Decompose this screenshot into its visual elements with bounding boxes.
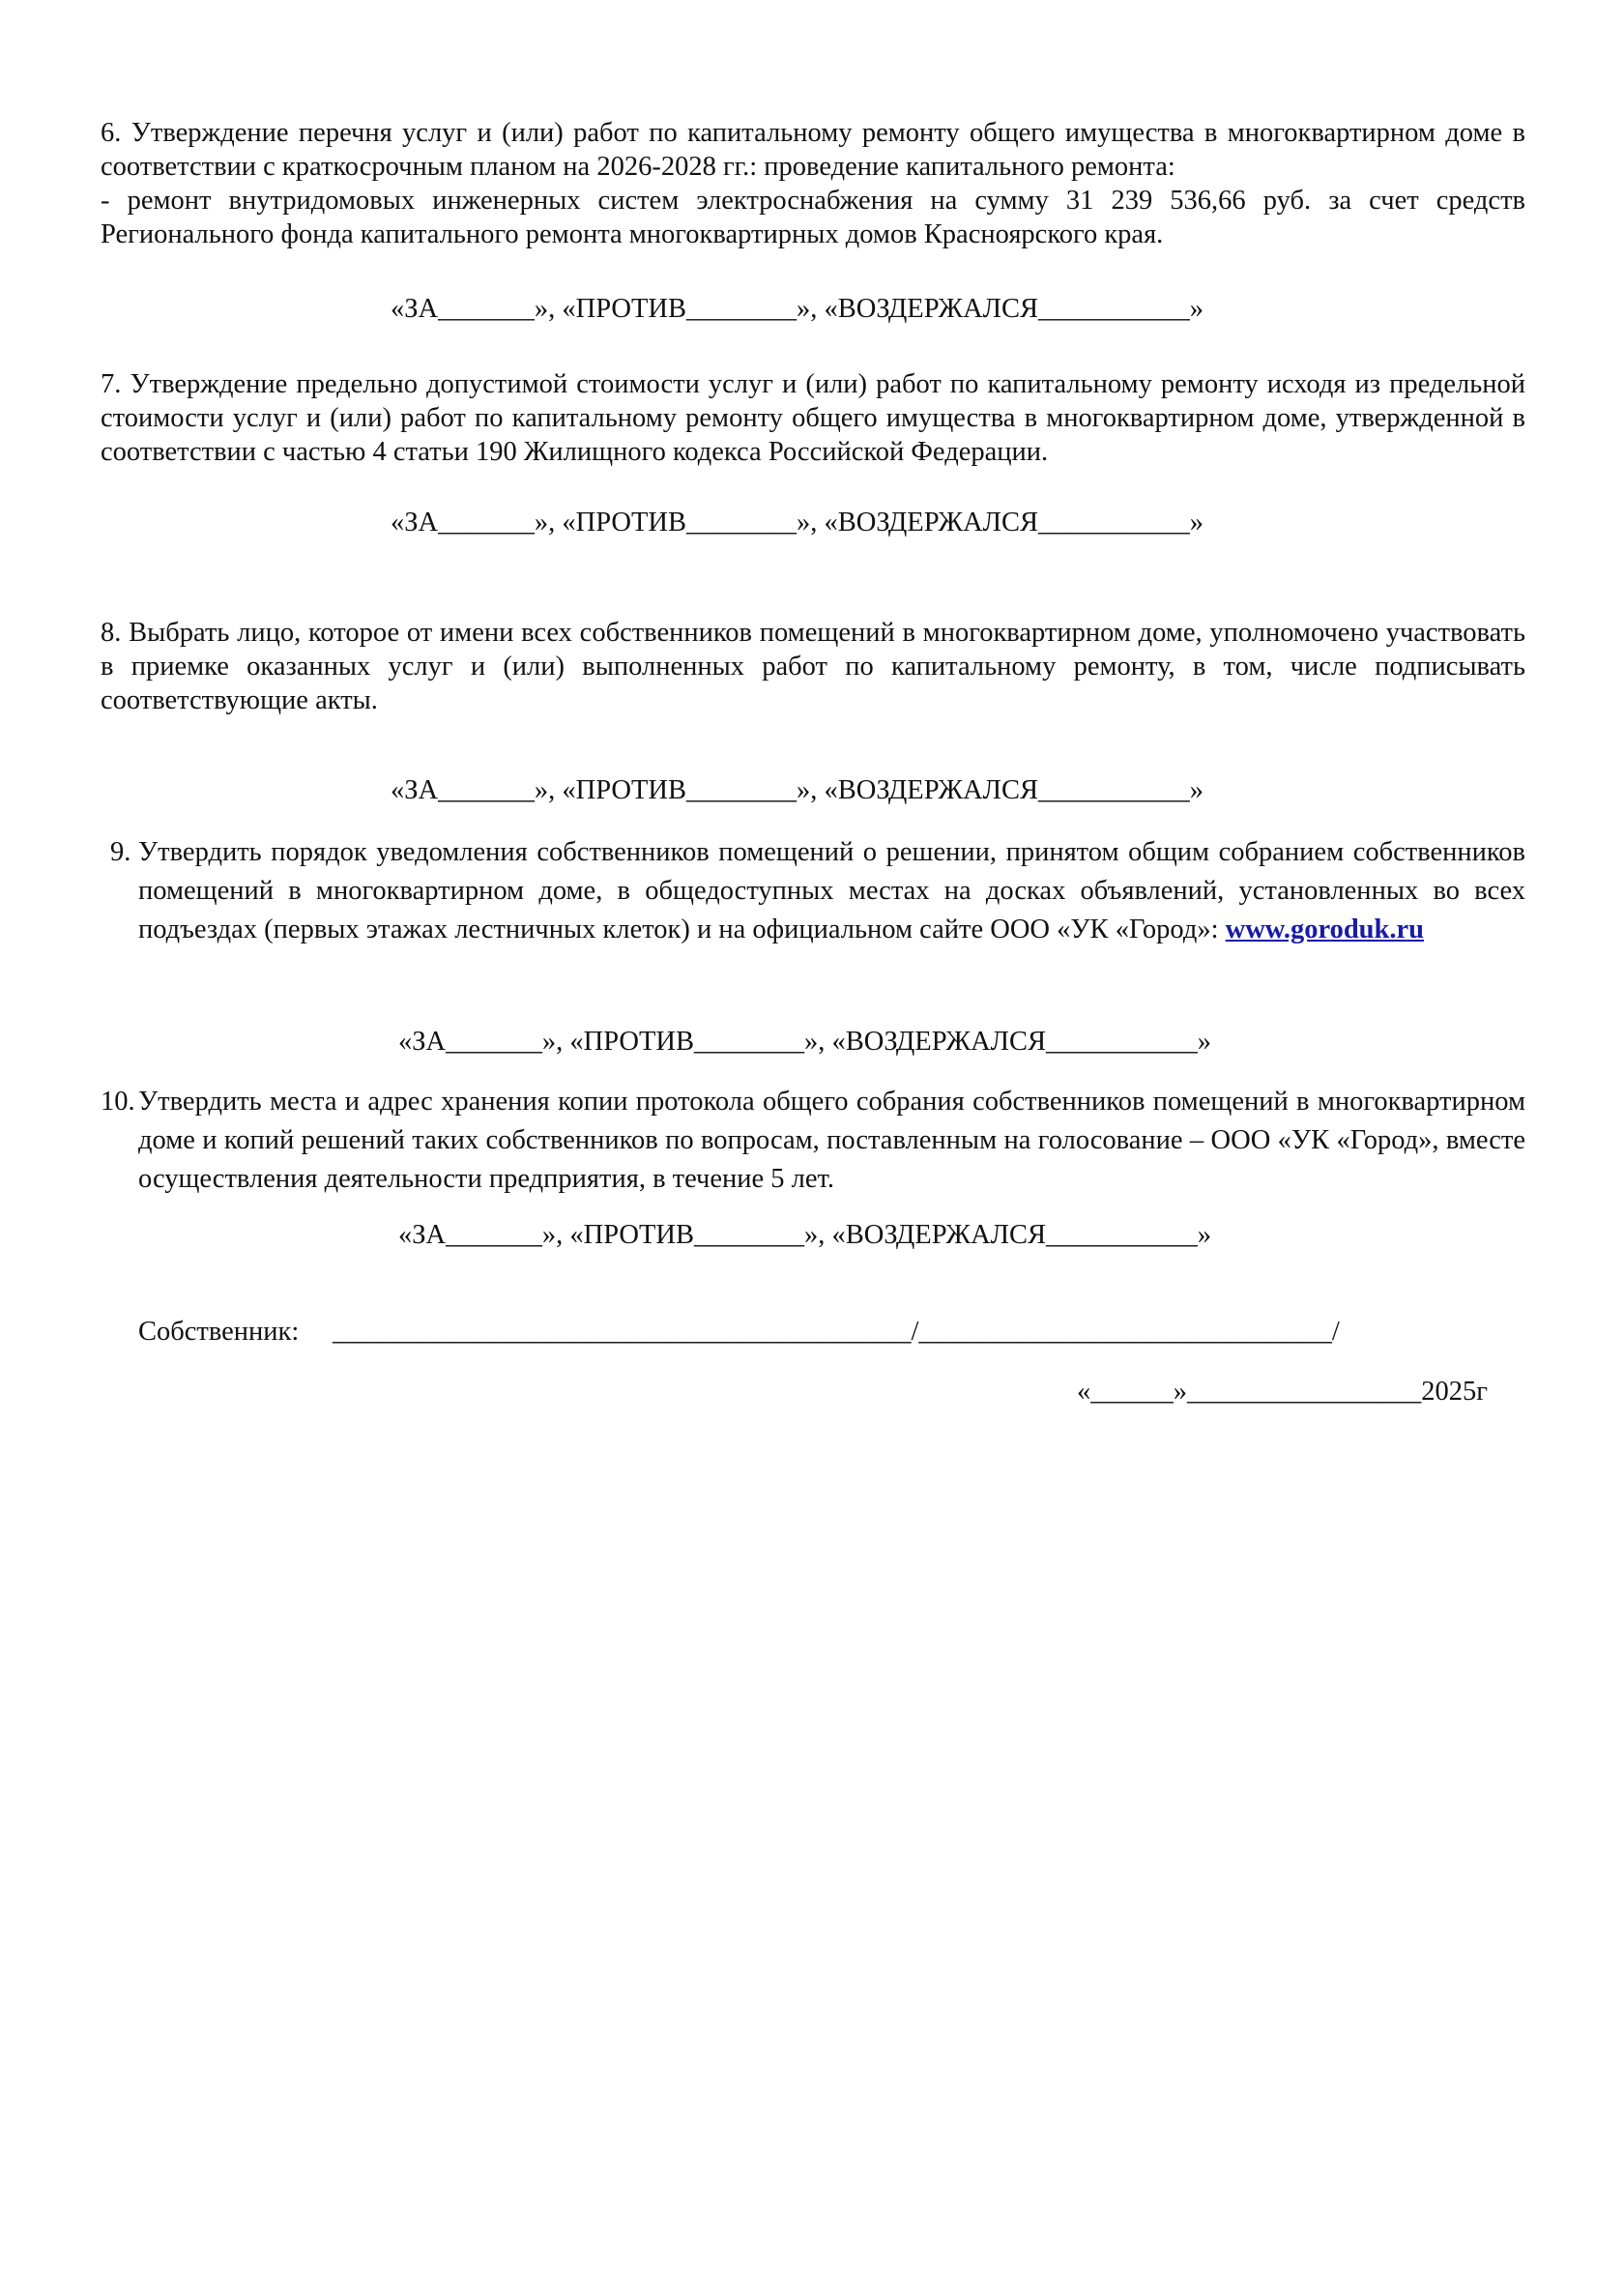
item-6: [101, 116, 1525, 251]
vote-line-9: «ЗА_______», «ПРОТИВ________», «ВОЗДЕРЖАЛСЯ___________»: [398, 1027, 1212, 1057]
vote-line-6: «ЗА_______», «ПРОТИВ________», «ВОЗДЕРЖАЛСЯ___________»: [391, 294, 1204, 324]
item-8: 8. Выбрать лицо, которое от имени всех собственников помещений в многоквартирном доме, уполномочено участвовать в приемке оказанных услуг и (или) выполненных работ по капитальному ремонту, в том, числе подписывать соответствующие акты.: [101, 618, 1525, 715]
vote-line-8: «ЗА_______», «ПРОТИВ________», «ВОЗДЕРЖАЛСЯ___________»: [391, 775, 1204, 805]
vote-line-10: «ЗА_______», «ПРОТИВ________», «ВОЗДЕРЖАЛСЯ___________»: [398, 1220, 1212, 1250]
item-7: 7. Утверждение предельно допустимой стоимости услуг и (или) работ по капитальному ремонту исходя из предельной стоимости услуг и (или) работ по капитальному ремонту общего имущества в многоквартирном доме, утвержденной в соответствии с частью 4 статьи 190 Жилищного кодекса Российской Федерации.: [101, 369, 1525, 467]
item-9: [138, 833, 1525, 949]
item-10-number: 10.: [101, 1087, 135, 1117]
signature-date: «______»_________________2025г: [1077, 1377, 1488, 1407]
signature-line: __________________________________________/______________________________/: [333, 1317, 1340, 1347]
website-link[interactable]: www.goroduk.ru: [1225, 915, 1424, 944]
item-6-paragraph-2: - ремонт внутридомовых инженерных систем электроснабжения на сумму 31 239 536,66 руб. за счет средств Регионального фонда капитального ремонта многоквартирных домов Красноярского края.: [101, 186, 1525, 249]
owner-label: Собственник:: [138, 1317, 300, 1347]
item-9-number: 9.: [110, 837, 131, 867]
vote-line-7: «ЗА_______», «ПРОТИВ________», «ВОЗДЕРЖАЛСЯ___________»: [391, 508, 1204, 537]
item-10: Утвердить места и адрес хранения копии протокола общего собрания собственников помещений в многоквартирном доме и копий решений таких собственников по вопросам, поставленным на голосование – ООО «УК «Город», вместе осуществления деятельности предприятия, в течение 5 лет.: [138, 1087, 1525, 1194]
item-9-text: Утвердить порядок уведомления собственников помещений о решении, принятом общим собранием собственников помещений в многоквартирном доме, в общедоступных местах на досках объявлений, установленных во всех подъездах (первых этажах лестничных клеток) и на официальном сайте ООО «УК «Город»:: [138, 837, 1525, 944]
item-6-paragraph-1: 6. Утверждение перечня услуг и (или) работ по капитальному ремонту общего имущества в многоквартирном доме в соответствии с краткосрочным планом на 2026-2028 гг.: проведение капитального ремонта:: [101, 118, 1525, 182]
